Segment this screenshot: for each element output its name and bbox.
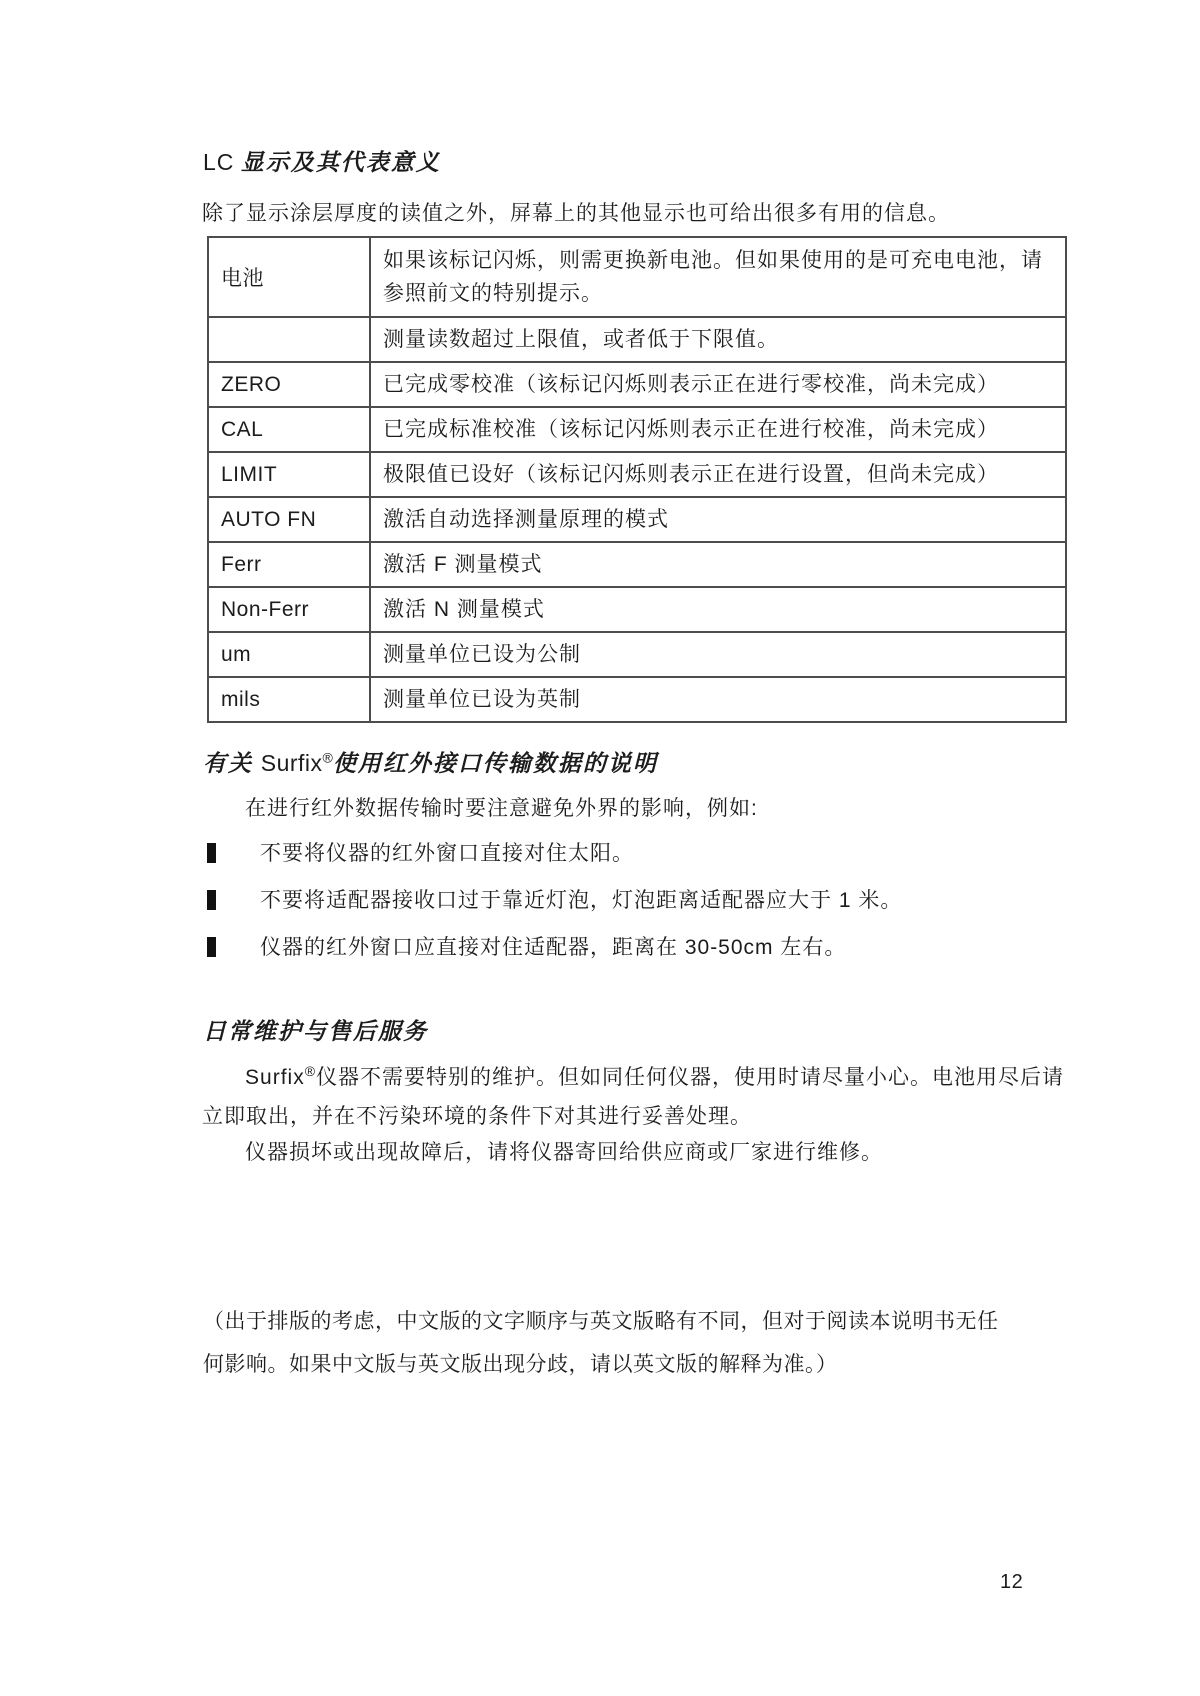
maintenance-paragraph-2: 仪器损坏或出现故障后，请将仪器寄回给供应商或厂家进行维修。 xyxy=(245,1141,884,1164)
indicator-desc-cell: 如果该标记闪烁，则需更换新电池。但如果使用的是可充电电池，请参照前文的特别提示。 xyxy=(370,237,1066,317)
indicator-desc-cell: 极限值已设好（该标记闪烁则表示正在进行设置，但尚未完成） xyxy=(370,452,1066,497)
registered-trademark-icon: ® xyxy=(304,1063,317,1079)
translation-footnote: （出于排版的考虑，中文版的文字顺序与英文版略有不同，但对于阅读本说明书无任何影响。如果中文版与英文版出现分歧，请以英文版的解释为准。） xyxy=(203,1310,999,1376)
indicator-key-cell: LIMIT xyxy=(208,452,370,497)
maintenance-title-text: 日常维护与售后服务 xyxy=(203,1019,428,1044)
indicator-key-cell: um xyxy=(208,632,370,677)
list-item xyxy=(207,934,1082,962)
table-row xyxy=(208,317,1066,362)
indicator-key-cell: AUTO FN xyxy=(208,497,370,542)
bullet-text: 不要将仪器的红外窗口直接对住太阳。 xyxy=(260,842,634,865)
indicator-desc-cell: 已完成零校准（该标记闪烁则表示正在进行零校准，尚未完成） xyxy=(370,362,1066,407)
table-row xyxy=(208,587,1066,632)
indicator-key-cell: ZERO xyxy=(208,362,370,407)
ir-title-prefix: 有关 xyxy=(203,751,261,776)
bullet-bar-icon xyxy=(207,890,216,910)
table-row xyxy=(208,677,1066,722)
registered-trademark-icon: ® xyxy=(322,749,333,766)
lcd-intro-paragraph: 除了显示涂层厚度的读值之外，屏幕上的其他显示也可给出很多有用的信息。 xyxy=(202,202,950,225)
table-row xyxy=(208,407,1066,452)
indicator-key-cell: Ferr xyxy=(208,542,370,587)
indicator-key-cell: 电池 xyxy=(208,237,370,317)
table-row xyxy=(208,452,1066,497)
indicator-desc-cell: 测量单位已设为英制 xyxy=(370,677,1066,722)
table-row xyxy=(208,542,1066,587)
bullet-text: 不要将适配器接收口过于靠近灯泡，灯泡距离适配器应大于 1 米。 xyxy=(260,889,903,912)
lcd-title-latin: LC xyxy=(203,149,235,175)
indicator-desc-cell: 激活 N 测量模式 xyxy=(370,587,1066,632)
lcd-indicator-table xyxy=(207,236,1067,723)
indicator-key-cell: mils xyxy=(208,677,370,722)
indicator-key-cell xyxy=(208,317,370,362)
maintenance-paragraph-1 xyxy=(202,1058,1074,1136)
table-row xyxy=(208,362,1066,407)
infrared-lead-paragraph: 在进行红外数据传输时要注意避免外界的影响，例如: xyxy=(245,797,758,820)
indicator-desc-cell: 激活自动选择测量原理的模式 xyxy=(370,497,1066,542)
indicator-desc-cell: 测量读数超过上限值，或者低于下限值。 xyxy=(370,317,1066,362)
lcd-title-cjk: 显示及其代表意义 xyxy=(240,150,441,175)
list-item xyxy=(207,887,1082,915)
table-row xyxy=(208,237,1066,317)
ir-title-suffix: 使用红外接口传输数据的说明 xyxy=(332,751,658,776)
ir-title-brand: Surfix xyxy=(260,750,323,776)
bullet-bar-icon xyxy=(207,937,216,957)
page-number: 12 xyxy=(1000,1571,1024,1593)
list-item xyxy=(207,840,1082,868)
infrared-section-title xyxy=(203,745,658,778)
indicator-key-cell: CAL xyxy=(208,407,370,452)
lcd-section-title xyxy=(203,144,441,177)
indicator-key-cell: Non-Ferr xyxy=(208,587,370,632)
table-row xyxy=(208,497,1066,542)
table-row xyxy=(208,632,1066,677)
indicator-desc-cell: 测量单位已设为公制 xyxy=(370,632,1066,677)
bullet-text: 仪器的红外窗口应直接对住适配器，距离在 30-50cm 左右。 xyxy=(260,936,847,959)
infrared-bullet-list xyxy=(207,840,1082,981)
bullet-bar-icon xyxy=(207,843,216,863)
maintenance-section-title xyxy=(203,1013,428,1046)
maintenance-p1-rest: 仪器不需要特别的维护。但如同任何仪器，使用时请尽量小心。电池用尽后请立即取出，并在不污染环境的条件下对其进行妥善处理。 xyxy=(202,1066,1065,1128)
indicator-desc-cell: 激活 F 测量模式 xyxy=(370,542,1066,587)
maintenance-p1-brand: Surfix xyxy=(245,1066,305,1089)
indicator-desc-cell: 已完成标准校准（该标记闪烁则表示正在进行校准，尚未完成） xyxy=(370,407,1066,452)
